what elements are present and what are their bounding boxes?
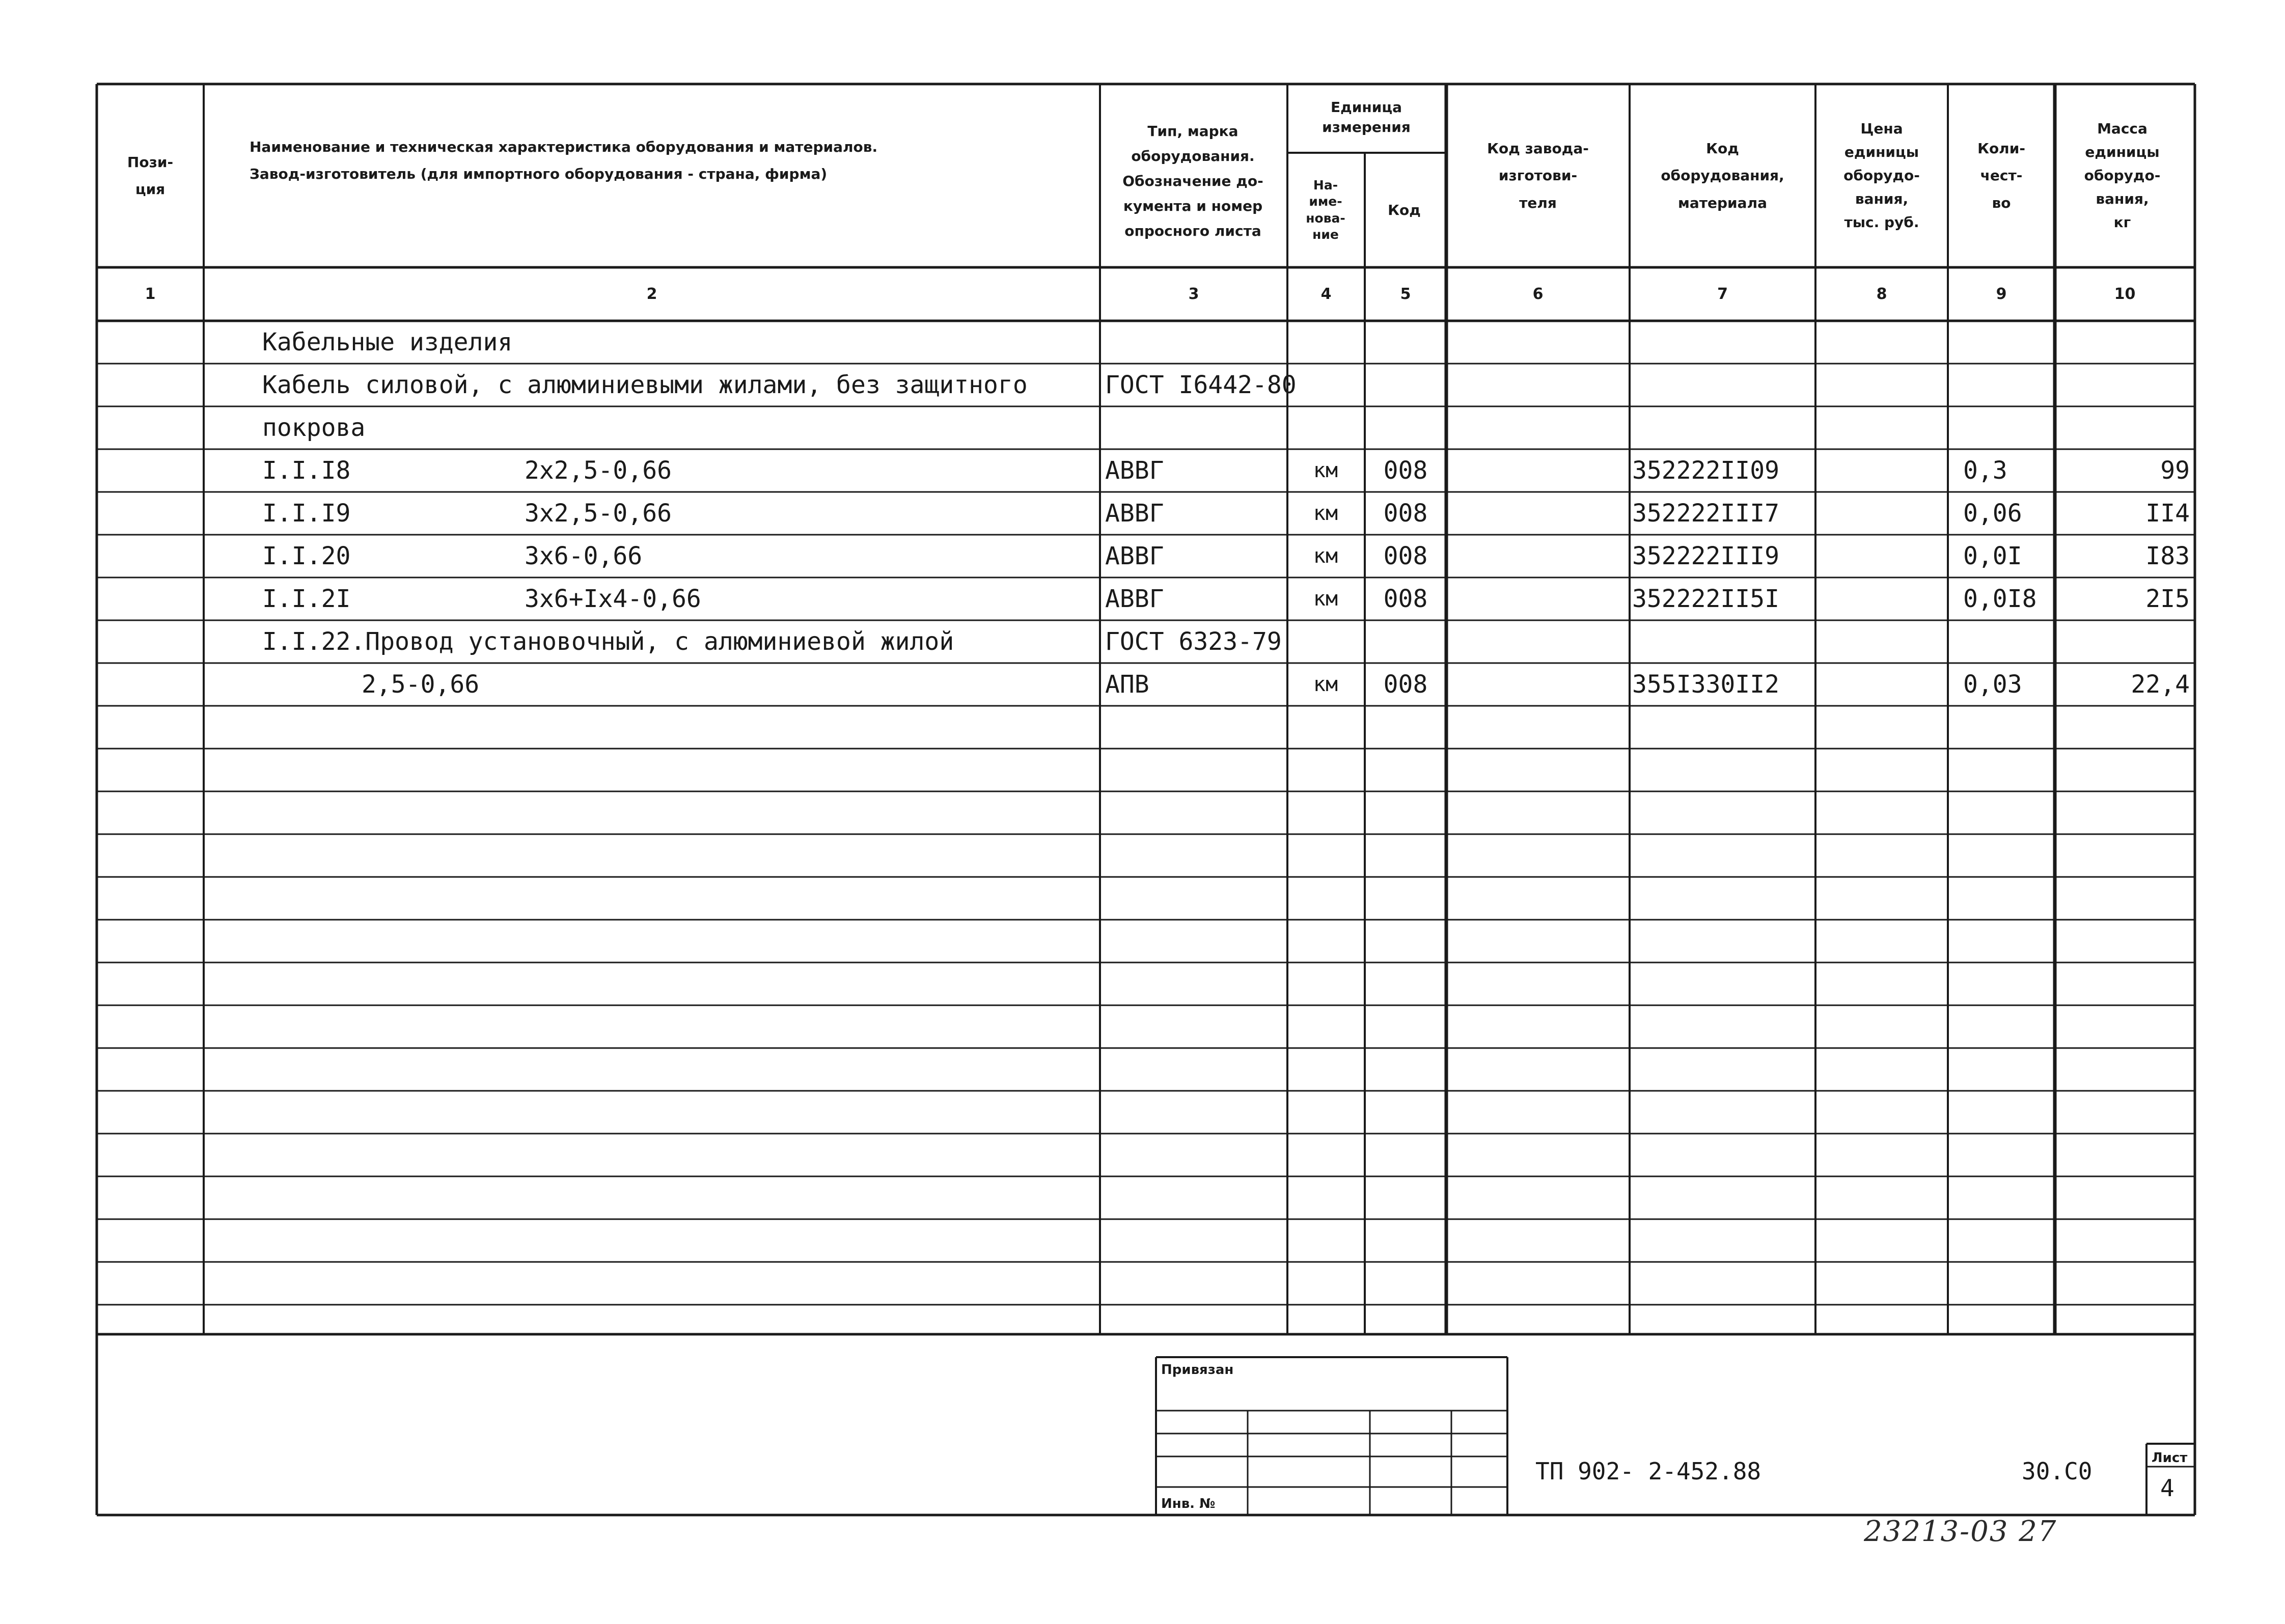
row-qty: 0,03 (1963, 670, 2022, 699)
row-unit (1287, 620, 1364, 663)
section-code: 30.С0 (2022, 1457, 2093, 1485)
document-number: ТП 902- 2-452.88 (1535, 1457, 1761, 1485)
row-mass: I83 (2145, 542, 2190, 570)
row-name: Кабельные изделия (262, 328, 513, 356)
row-type: АВВГ (1105, 542, 1164, 570)
row-spec: 3х6-0,66 (525, 542, 643, 570)
header-unit-price: Цена единицы оборудо- вания, тыс. руб. (1843, 120, 1920, 231)
row-type (1105, 406, 1286, 449)
row-mass: 99 (2160, 456, 2190, 485)
row-spec (525, 620, 983, 663)
header-type: Тип, марка оборудования. Обозначение до- кумента и номер опросного листа (1122, 122, 1263, 239)
header-equipment-code: Код оборудования, материала (1661, 140, 1784, 211)
column-number: 4 (1320, 285, 1332, 303)
row-spec (525, 406, 983, 449)
row-spec: 2х2,5-0,66 (525, 456, 672, 485)
row-unit: км (1313, 459, 1338, 482)
row-name: Кабель силовой, с алюминиевыми жилами, без защитного (262, 371, 1028, 399)
row-qty (1963, 364, 2055, 406)
row-spec (525, 321, 983, 364)
row-name: покрова (262, 414, 366, 442)
row-mass: 2I5 (2145, 585, 2190, 613)
column-number: 8 (1876, 285, 1887, 303)
row-eqcode: 352222II5I (1632, 585, 1779, 613)
row-code (1365, 620, 1446, 663)
row-unit: км (1313, 502, 1338, 525)
row-spec (525, 663, 983, 706)
row-eqcode: 355I330II2 (1632, 670, 1779, 699)
row-qty: 0,0I8 (1963, 585, 2037, 613)
row-type: ГОСТ 6323-79 (1105, 627, 1282, 656)
row-spec: 3х2,5-0,66 (525, 499, 672, 528)
row-code (1365, 406, 1446, 449)
row-unit (1287, 364, 1364, 406)
sheet-number: 4 (2160, 1474, 2174, 1502)
header-name: Наименование и техническая характеристика оборудования и материалов. Завод-изготовитель (для импортного оборудования - страна, фирма) (250, 138, 878, 182)
column-number: 5 (1400, 285, 1411, 303)
row-eqcode (1632, 364, 1815, 406)
row-qty: 0,3 (1963, 456, 2007, 485)
header-unit-name: На- име- нова- ние (1306, 177, 1345, 242)
row-name: 2,5-0,66 (362, 670, 480, 699)
row-name: I.I.2I (262, 585, 351, 613)
handwritten-note: 23213-03 27 (1864, 1515, 2057, 1548)
header-unit-group: Единица измерения (1322, 98, 1411, 135)
row-eqcode (1632, 620, 1815, 663)
row-type: АВВГ (1105, 585, 1164, 613)
row-eqcode: 352222III7 (1632, 499, 1779, 528)
row-mass (2055, 364, 2190, 406)
row-code: 008 (1383, 542, 1428, 570)
row-name: I.I.I8 (262, 456, 351, 485)
header-unit-mass: Масса единицы оборудо- вания, кг (2084, 120, 2161, 231)
row-code (1365, 364, 1446, 406)
row-eqcode: 352222II09 (1632, 456, 1779, 485)
row-type: АВВГ (1105, 499, 1164, 528)
column-number: 3 (1188, 285, 1199, 303)
header-unit-code: Код (1388, 201, 1421, 218)
row-unit (1287, 321, 1364, 364)
row-mass (2055, 406, 2190, 449)
row-eqcode (1632, 406, 1815, 449)
row-code: 008 (1383, 456, 1428, 485)
row-type: АВВГ (1105, 456, 1164, 485)
row-unit: км (1313, 544, 1338, 568)
column-number: 7 (1717, 285, 1728, 303)
column-number: 9 (1996, 285, 2007, 303)
row-mass (2055, 620, 2190, 663)
column-number: 1 (145, 285, 156, 303)
row-qty: 0,06 (1963, 499, 2022, 528)
row-eqcode: 352222III9 (1632, 542, 1779, 570)
header-factory-code: Код завода- изготови- теля (1487, 140, 1589, 211)
row-unit (1287, 406, 1364, 449)
sheet-label: Лист (2152, 1450, 2188, 1466)
row-mass (2055, 321, 2190, 364)
row-unit: км (1313, 673, 1338, 696)
row-eqcode (1632, 321, 1815, 364)
row-code: 008 (1383, 499, 1428, 528)
row-type (1105, 321, 1286, 364)
row-spec: 3х6+Iх4-0,66 (525, 585, 701, 613)
attached-label: Привязан (1161, 1362, 1234, 1378)
column-number: 10 (2114, 285, 2136, 303)
row-qty (1963, 406, 2055, 449)
row-type: ГОСТ I6442-80 (1105, 371, 1297, 399)
row-name: I.I.I9 (262, 499, 351, 528)
inventory-label: Инв. № (1161, 1496, 1216, 1511)
row-name: I.I.20 (262, 542, 351, 570)
row-type: АПВ (1105, 670, 1149, 699)
row-code: 008 (1383, 670, 1428, 699)
column-number: 2 (646, 285, 657, 303)
header-position: Пози- ция (127, 153, 174, 198)
row-code: 008 (1383, 585, 1428, 613)
row-code (1365, 321, 1446, 364)
row-qty (1963, 620, 2055, 663)
row-mass: 22,4 (2131, 670, 2190, 699)
row-spec (525, 364, 983, 406)
column-number: 6 (1532, 285, 1544, 303)
row-qty (1963, 321, 2055, 364)
header-quantity: Коли- чест- во (1977, 140, 2025, 211)
row-mass: II4 (2145, 499, 2190, 528)
row-qty: 0,0I (1963, 542, 2022, 570)
row-unit: км (1313, 587, 1338, 611)
row-name: I.I.22.Провод установочный, с алюминиевой жилой (262, 627, 954, 656)
